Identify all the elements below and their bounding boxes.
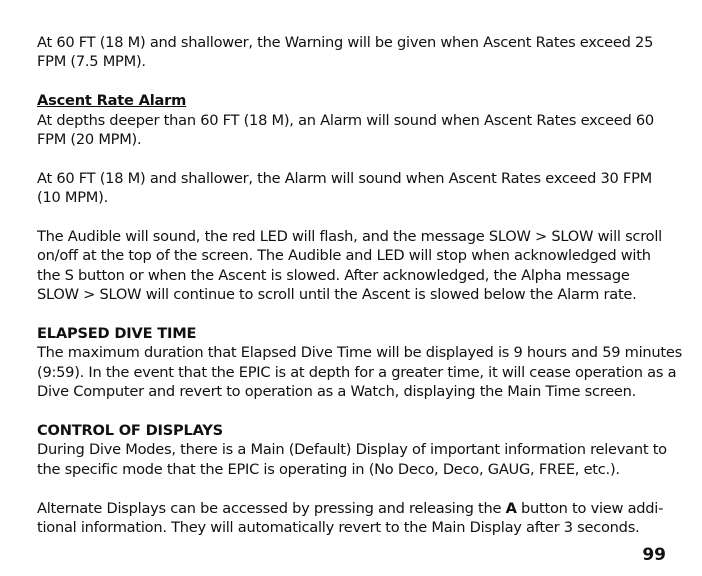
text-line: At depths deeper than 60 FT (18 M), an Alarm will sound when Ascent Rates exceed 60 [37,111,654,129]
paragraph-ascent-alarm-deep [37,111,669,150]
text-line: tional information. They will automatically revert to the Main Display after 3 seconds. [37,519,640,537]
paragraph-gap [37,402,669,421]
paragraph-gap [37,208,669,227]
text-line [37,499,669,518]
paragraph-ascent-alarm-shallow [37,169,669,208]
text-line: The Audible will sound, the red LED will flash, and the message SLOW > SLOW will scroll [37,228,662,246]
text-line: (9:59). In the event that the EPIC is at depth for a greater time, it will cease operation as a [37,363,677,381]
paragraph-gap [37,479,669,498]
text-segment: button to view addi- [516,499,664,517]
paragraph-audible-alarm [37,227,669,305]
text-line: During Dive Modes, there is a Main (Default) Display of important information relevant to [37,441,667,459]
text-line: At 60 FT (18 M) and shallower, the Alarm will sound when Ascent Rates exceed 30 FPM [37,169,652,187]
a-button-label: A [505,499,517,517]
text-line: At 60 FT (18 M) and shallower, the Warning will be given when Ascent Rates exceed 25 [37,34,654,51]
page-number: 99 [642,545,666,565]
heading-control-of-displays: CONTROL OF DISPLAYS [37,422,223,440]
paragraph-elapsed-dive-time [37,343,682,401]
paragraph-main-display [37,440,669,479]
heading-elapsed-dive-time: ELAPSED DIVE TIME [37,325,197,343]
text-line: The maximum duration that Elapsed Dive Time will be displayed is 9 hours and 59 minutes [37,344,682,362]
text-line: FPM (20 MPM). [37,131,142,149]
text-line: on/off at the top of the screen. The Audible and LED will stop when acknowledged with [37,247,651,265]
paragraph-alternate-displays [37,499,669,538]
document-page [37,33,682,537]
text-line: Dive Computer and revert to operation as a Watch, displaying the Main Time screen. [37,383,637,401]
text-line: the S button or when the Ascent is slowed. After acknowledged, the Alpha message [37,266,630,284]
text-segment: Alternate Displays can be accessed by pressing and releasing the [37,499,506,517]
paragraph-ascent-warning-shallow [37,33,669,72]
text-line: the specific mode that the EPIC is operating in (No Deco, Deco, GAUG, FREE, etc.). [37,460,620,478]
text-line: (10 MPM). [37,189,108,207]
paragraph-gap [37,72,669,91]
text-line: SLOW > SLOW will continue to scroll until the Ascent is slowed below the Alarm rate. [37,286,637,304]
text-line: FPM (7.5 MPM). [37,53,146,71]
paragraph-gap [37,149,669,168]
paragraph-gap [37,305,669,324]
heading-ascent-rate-alarm: Ascent Rate Alarm [37,92,187,110]
